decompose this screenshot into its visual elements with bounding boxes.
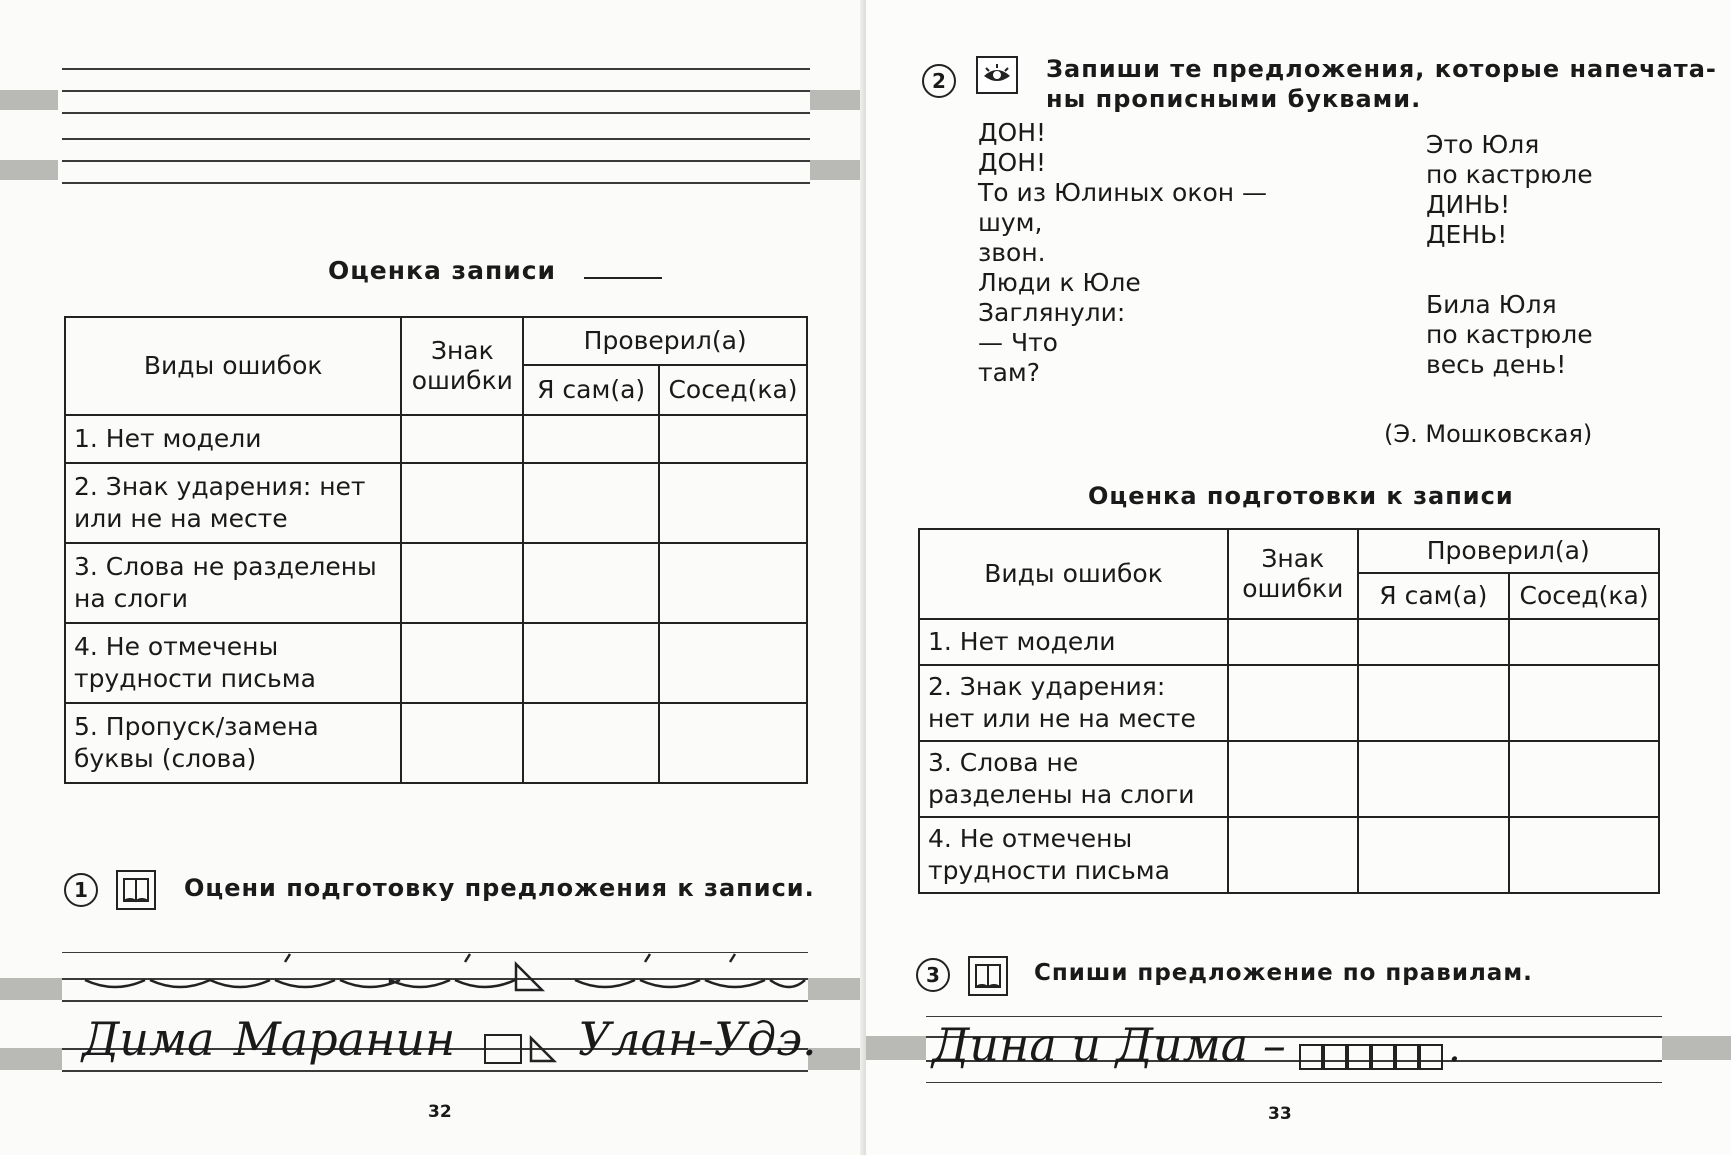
- header-checked: Проверил(а): [523, 317, 807, 365]
- writing-line: [926, 1016, 1662, 1017]
- row-label: 4. Не отмечены трудности письма: [919, 817, 1228, 893]
- table-row: [65, 703, 807, 783]
- margin-band: [808, 1048, 866, 1070]
- handwriting-line: [932, 1018, 1461, 1072]
- neighbor-cell[interactable]: [659, 543, 807, 623]
- task-number-badge: 1: [64, 873, 98, 907]
- margin-band: [810, 160, 866, 180]
- poem-line: звон.: [978, 238, 1046, 267]
- margin-band: [0, 978, 62, 1000]
- letter-box: [1299, 1044, 1323, 1070]
- margin-band: [808, 978, 866, 1000]
- letter-boxes: [1297, 1044, 1443, 1070]
- letter-box: [1323, 1044, 1347, 1070]
- poem-line: То из Юлиных окон —: [978, 178, 1268, 207]
- margin-band: [810, 90, 866, 110]
- header-self: Я сам(а): [523, 365, 659, 415]
- poem-line: — Что: [978, 328, 1058, 357]
- neighbor-cell[interactable]: [1509, 817, 1659, 893]
- poem-author: (Э. Мошковская): [1384, 420, 1593, 448]
- neighbor-cell[interactable]: [659, 703, 807, 783]
- page-number: 33: [1268, 1104, 1292, 1124]
- writing-line: [62, 1000, 808, 1002]
- neighbor-cell[interactable]: [1509, 619, 1659, 665]
- right-page: [866, 0, 1731, 1155]
- sign-cell[interactable]: [1228, 817, 1358, 893]
- sign-cell[interactable]: [1228, 741, 1358, 817]
- page-number: 32: [428, 1102, 452, 1122]
- poem-line: Это Юля: [1426, 130, 1540, 159]
- self-cell[interactable]: [1358, 741, 1510, 817]
- letter-box: [1419, 1044, 1443, 1070]
- handwritten-word: Дима: [82, 1012, 215, 1066]
- header-checked: Проверил(а): [1358, 529, 1659, 573]
- writing-line: [62, 182, 810, 184]
- word-scheme: [482, 1034, 557, 1064]
- poem-line: по кастрюле: [1426, 160, 1593, 189]
- neighbor-cell[interactable]: [659, 415, 807, 463]
- header-neighbor: Сосед(ка): [1509, 573, 1659, 619]
- header-neighbor: Сосед(ка): [659, 365, 807, 415]
- writing-line: [62, 90, 810, 92]
- section-title: Оценка подготовки к записи: [1088, 482, 1514, 510]
- sign-cell[interactable]: [1228, 619, 1358, 665]
- letter-box: [1371, 1044, 1395, 1070]
- neighbor-cell[interactable]: [1509, 665, 1659, 741]
- eye-icon: [976, 56, 1018, 94]
- table-row: [919, 665, 1659, 741]
- poem-line: Люди к Юле: [978, 268, 1141, 297]
- header-error-types: Виды ошибок: [65, 317, 401, 415]
- table-row: [65, 463, 807, 543]
- poem-left-column: [978, 118, 1267, 388]
- letter-box: [1347, 1044, 1371, 1070]
- table-row: [919, 741, 1659, 817]
- error-table: [918, 528, 1660, 894]
- poem-line: ДОН!: [978, 118, 1047, 147]
- self-cell[interactable]: [1358, 619, 1510, 665]
- margin-band: [1662, 1036, 1731, 1060]
- sign-cell[interactable]: [401, 623, 523, 703]
- self-cell[interactable]: [1358, 817, 1510, 893]
- poem-right-column-a: [1426, 130, 1593, 250]
- poem-line: Била Юля: [1426, 290, 1557, 319]
- row-label: 2. Знак ударения: нет или не на месте: [919, 665, 1228, 741]
- self-cell[interactable]: [523, 463, 659, 543]
- poem-right-column-b: [1426, 290, 1593, 380]
- row-label: 3. Слова не разделены на слоги: [65, 543, 401, 623]
- handwriting-line: [82, 1012, 455, 1066]
- grade-blank: [584, 277, 662, 279]
- self-cell[interactable]: [523, 623, 659, 703]
- poem-line: ДИНЬ!: [1426, 190, 1511, 219]
- poem-line: весь день!: [1426, 350, 1567, 379]
- poem-line: ДЕНЬ!: [1426, 220, 1508, 249]
- self-cell[interactable]: [523, 543, 659, 623]
- section-title: [328, 256, 662, 285]
- instruction-line: Запиши те предложения, которые напечата-: [1046, 55, 1717, 83]
- table-row: [65, 623, 807, 703]
- book-icon: [116, 870, 156, 910]
- word-box: [484, 1034, 522, 1064]
- sign-cell[interactable]: [401, 543, 523, 623]
- self-cell[interactable]: [523, 703, 659, 783]
- writing-line: [62, 138, 810, 140]
- poem-line: там?: [978, 358, 1041, 387]
- poem-line: ДОН!: [978, 148, 1047, 177]
- poem-line: Заглянули:: [978, 298, 1126, 327]
- section-title-text: Оценка записи: [328, 256, 557, 285]
- book-icon: [968, 956, 1008, 996]
- error-table: [64, 316, 808, 784]
- neighbor-cell[interactable]: [659, 463, 807, 543]
- table-row: [919, 817, 1659, 893]
- margin-band: [866, 1036, 926, 1060]
- self-cell[interactable]: [523, 415, 659, 463]
- triangle-mark: [527, 1034, 557, 1064]
- header-self: Я сам(а): [1358, 573, 1510, 619]
- task-number-badge: 2: [922, 64, 956, 98]
- writing-line: [62, 112, 810, 114]
- writing-line: [926, 1082, 1662, 1083]
- row-label: 1. Нет модели: [65, 415, 401, 463]
- self-cell[interactable]: [1358, 665, 1510, 741]
- neighbor-cell[interactable]: [1509, 741, 1659, 817]
- margin-band: [0, 1048, 62, 1070]
- table-row: [65, 543, 807, 623]
- sign-cell[interactable]: [1228, 665, 1358, 741]
- syllable-arcs: [80, 950, 810, 996]
- handwritten-word: Улан-Удэ.: [578, 1012, 817, 1066]
- writing-line: [62, 68, 810, 70]
- task-2-instruction: [1046, 54, 1717, 114]
- row-label: 5. Пропуск/замена буквы (слова): [65, 703, 401, 783]
- writing-line: [62, 1070, 808, 1072]
- table-row: [65, 415, 807, 463]
- row-label: 2. Знак ударения: нет или не на месте: [65, 463, 401, 543]
- writing-line: [62, 160, 810, 162]
- sign-cell[interactable]: [401, 703, 523, 783]
- instruction-line: ны прописными буквами.: [1046, 85, 1422, 113]
- task-number-badge: 3: [916, 958, 950, 992]
- sign-cell[interactable]: [401, 463, 523, 543]
- header-error-sign: Знак ошибки: [401, 317, 523, 415]
- neighbor-cell[interactable]: [659, 623, 807, 703]
- letter-box: [1395, 1044, 1419, 1070]
- row-label: 1. Нет модели: [919, 619, 1228, 665]
- header-error-sign: Знак ошибки: [1228, 529, 1358, 619]
- poem-line: шум,: [978, 208, 1043, 237]
- poem-line: по кастрюле: [1426, 320, 1593, 349]
- handwritten-sentence: Дина и Дима –: [932, 1018, 1286, 1072]
- header-error-types: Виды ошибок: [919, 529, 1228, 619]
- task-3-instruction: Спиши предложение по правилам.: [1034, 960, 1533, 986]
- task-1-instruction: Оцени подготовку предложения к записи.: [184, 874, 815, 902]
- row-label: 3. Слова не разделены на слоги: [919, 741, 1228, 817]
- sign-cell[interactable]: [401, 415, 523, 463]
- margin-band: [0, 90, 58, 110]
- row-label: 4. Не отмечены трудности письма: [65, 623, 401, 703]
- margin-band: [0, 160, 58, 180]
- table-row: [919, 619, 1659, 665]
- handwritten-word: Маранин: [233, 1012, 456, 1066]
- period-mark: .: [1448, 1025, 1461, 1071]
